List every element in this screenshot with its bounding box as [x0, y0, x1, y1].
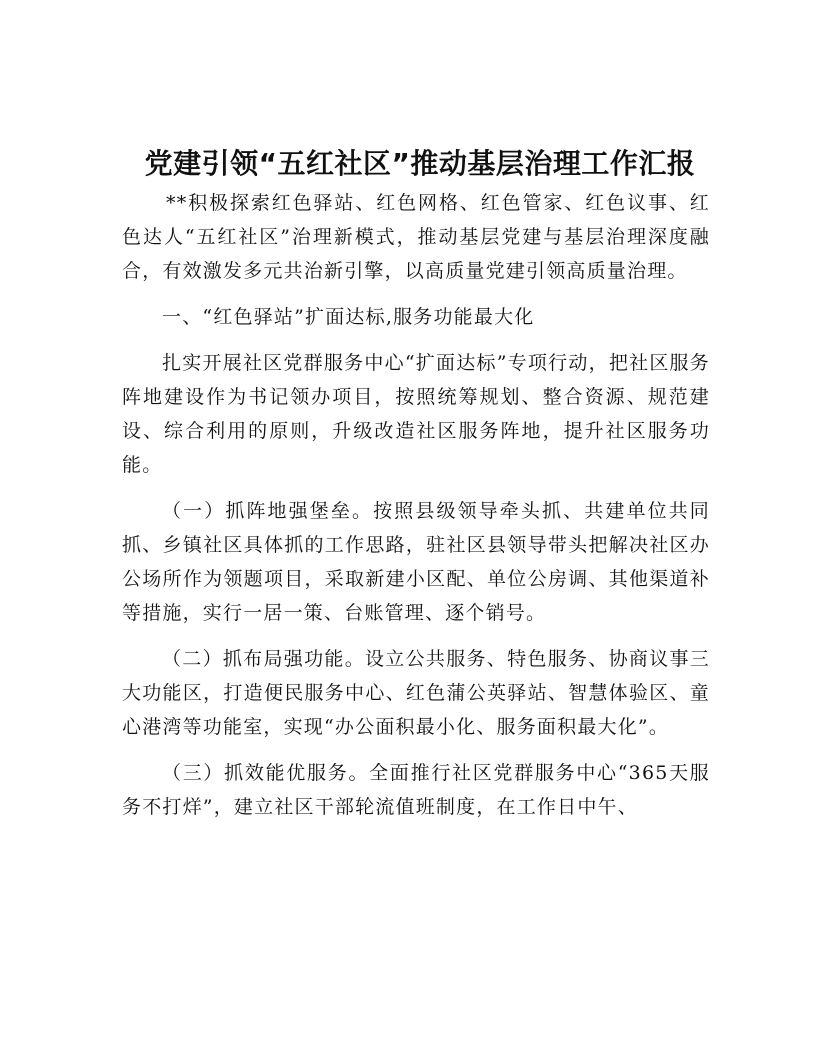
document-body	[122, 186, 710, 824]
subsection-paragraph-3: （三）抓效能优服务。全面推行社区党群服务中心“365天服务不打烊”，建立社区干部轮流值班制度，在工作日中午、	[122, 762, 710, 818]
paragraph-gap	[122, 288, 710, 300]
section-heading: 一、“红色驿站”扩面达标,服务功能最大化	[162, 306, 535, 328]
paragraph-gap	[122, 744, 710, 756]
paragraph-gap	[122, 334, 710, 346]
paragraph-gap	[122, 482, 710, 494]
document-title: 党建引领“五红社区”推动基层治理工作汇报	[144, 147, 696, 180]
intro-paragraph: **积极探索红色驿站、红色网格、红色管家、红色议事、红色达人“五红社区”治理新模式，推动基层党建与基层治理深度融合，有效激发多元共治新引擎，以高质量党建引领高质量治理。	[122, 192, 710, 282]
subsection-paragraph-2: （二）抓布局强功能。设立公共服务、特色服务、协商议事三大功能区，打造便民服务中心、红色蒲公英驿站、智慧体验区、童心港湾等功能室，实现“办公面积最小化、服务面积最大化”。	[122, 648, 710, 738]
section-paragraph: 扎实开展社区党群服务中心“扩面达标”专项行动，把社区服务阵地建设作为书记领办项目，按照统筹规划、整合资源、规范建设、综合利用的原则，升级改造社区服务阵地，提升社区服务功能。	[122, 352, 710, 476]
subsection-paragraph-1: （一）抓阵地强堡垒。按照县级领导牵头抓、共建单位共同抓、乡镇社区具体抓的工作思路，驻社区县领导带头把解决社区办公场所作为领题项目，采取新建小区配、单位公房调、其他渠道补等措施，实行一居一策、台账管理、逐个销号。	[122, 500, 710, 624]
paragraph-gap	[122, 630, 710, 642]
